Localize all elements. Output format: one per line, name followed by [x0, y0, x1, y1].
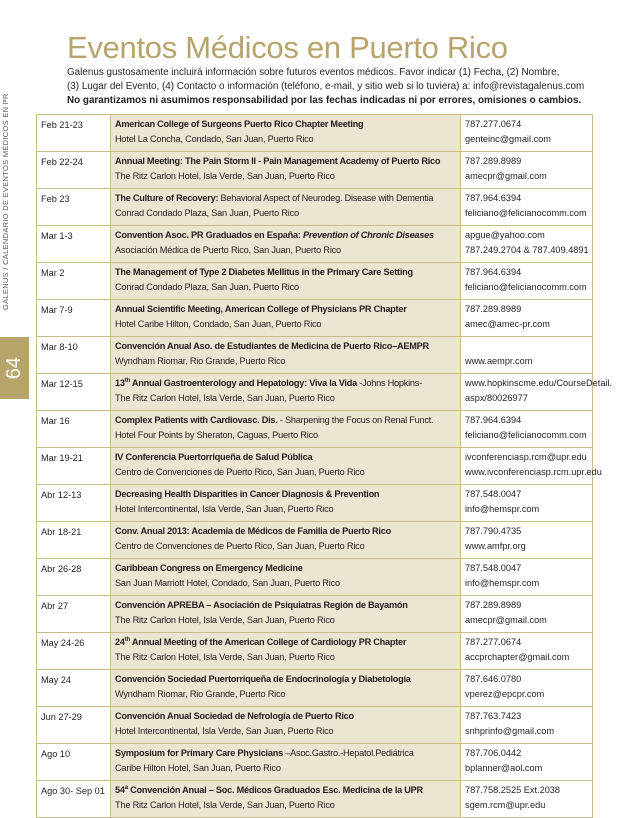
event-name-bold: The Culture of Recovery: — [115, 193, 219, 203]
event-row — [37, 337, 593, 374]
event-name-italic: Prevention of Chronic Diseases — [303, 230, 434, 240]
event-place: The Ritz Carlon Hotel, Isla Verde, San Juan, Puerto Rico — [115, 170, 335, 181]
contact-line-1: 787.277.0674 — [465, 119, 522, 129]
event-date: Mar 7-9 — [37, 300, 111, 337]
event-row — [37, 559, 593, 596]
event-place: Hotel Caribe Hilton, Condado, San Juan, Puerto Rico — [115, 318, 322, 329]
event-row — [37, 448, 593, 485]
events-table-body — [37, 115, 613, 818]
event-row — [37, 596, 593, 633]
event-name-bold: Complex Patients with Cardiovasc. Dis. — [115, 415, 278, 425]
event-name-prefix: 24 — [115, 637, 125, 647]
event-row — [37, 633, 593, 670]
event-contact — [461, 633, 593, 670]
contact-line-1: 787.289.8989 — [465, 156, 522, 166]
event-name-rest: –Asoc.Gastro.-Hepatol.Pediátrica — [282, 748, 414, 758]
contact-line-1: 787.706.0442 — [465, 748, 522, 758]
contact-line-1: 787.289.8989 — [465, 304, 522, 314]
contact-line-1: 787.790.4735 — [465, 526, 522, 536]
event-contact — [461, 337, 593, 374]
event-name: Convención Sociedad Puertorriqueña de Endocrinología y Diabetología — [115, 674, 411, 684]
event-date: Feb 21-23 — [37, 115, 111, 152]
event-name — [115, 746, 456, 761]
event-date: Mar 2 — [37, 263, 111, 300]
event-date: Mar 16 — [37, 411, 111, 448]
event-contact — [461, 226, 593, 263]
event-cell — [111, 189, 461, 226]
contact-line-2: 787.249.2704 & 787.409.4891 — [465, 244, 589, 255]
contact-line-2: feliciano@felicianocomm.com — [465, 207, 587, 218]
event-cell — [111, 744, 461, 781]
page-number-tab — [0, 337, 29, 399]
event-row — [37, 485, 593, 522]
event-cell — [111, 226, 461, 263]
event-place: Centro de Convenciones de Puerto Rico, San Juan, Puerto Rico — [115, 466, 365, 477]
event-contact — [461, 411, 593, 448]
event-date: Mar 19-21 — [37, 448, 111, 485]
event-name-rest: Behavioral Aspect of Neurodeg. Disease with Dementia — [218, 193, 434, 203]
running-head: GALENUS / CALENDARIO DE EVENTOS MÉDICOS EN PR — [1, 93, 10, 310]
event-name — [115, 783, 456, 798]
event-place: Centro de Convenciones de Puerto Rico, San Juan, Puerto Rico — [115, 540, 365, 551]
event-name — [115, 376, 456, 391]
event-place: The Ritz Carlon Hotel, Isla Verde, San Juan, Puerto Rico — [115, 799, 335, 810]
event-place: Asociación Médica de Puerto Rico, San Juan, Puerto Rico — [115, 244, 341, 255]
event-row — [37, 226, 593, 263]
event-cell — [111, 485, 461, 522]
event-name-bold: Convención Anual – Soc. Médicos Graduados Esc. Medicina de la UPR — [127, 785, 423, 795]
event-date: Mar 12-15 — [37, 374, 111, 411]
event-cell — [111, 300, 461, 337]
event-name-sup: th — [124, 377, 130, 384]
event-name-sup: a — [124, 784, 128, 791]
event-cell — [111, 633, 461, 670]
event-cell — [111, 337, 461, 374]
contact-line-1: 787.277.0674 — [465, 637, 522, 647]
event-place: Hotel Four Points by Sheraton, Caguas, Puerto Rico — [115, 429, 318, 440]
event-row — [37, 522, 593, 559]
event-name-bold: Convention Asoc. PR Graduados en España: — [115, 230, 303, 240]
contact-line-1 — [465, 339, 588, 354]
event-date: May 24 — [37, 670, 111, 707]
event-contact — [461, 115, 593, 152]
event-row — [37, 263, 593, 300]
event-name: IV Conferencia Puertorriqueña de Salud Pública — [115, 452, 313, 462]
contact-line-2: info@hemspr.com — [465, 577, 540, 588]
event-cell — [111, 448, 461, 485]
contact-line-2: feliciano@felicianocomm.com — [465, 429, 587, 440]
event-name: American College of Surgeons Puerto Rico Chapter Meeting — [115, 119, 364, 129]
contact-line-2: sgem.rcm@upr.edu — [465, 799, 546, 810]
contact-line-1: 787.548.0047 — [465, 563, 522, 573]
contact-line-1: 787.964.6394 — [465, 415, 522, 425]
contact-line-1: 787.964.6394 — [465, 193, 522, 203]
event-place: Hotel Intercontinental, Isla Verde, San Juan, Puerto Rico — [115, 503, 334, 514]
event-name-rest: - Sharpening the Focus on Renal Funct. — [277, 415, 434, 425]
event-row — [37, 411, 593, 448]
event-name-prefix: 54 — [115, 785, 125, 795]
event-place: Conrad Condado Plaza, San Juan, Puerto Rico — [115, 281, 299, 292]
event-contact — [461, 670, 593, 707]
contact-line-2: info@hemspr.com — [465, 503, 540, 514]
event-name: Convención Anual Aso. de Estudiantes de Medicina de Puerto Rico–AEMPR — [115, 341, 429, 351]
event-name: Decreasing Health Disparities in Cancer Diagnosis & Prevention — [115, 489, 380, 499]
contact-line-1: 787.548.0047 — [465, 489, 522, 499]
contact-line-1: 787.758.2525 Ext.2038 — [465, 785, 561, 795]
event-contact — [461, 522, 593, 559]
event-date: Mar 8-10 — [37, 337, 111, 374]
event-cell — [111, 152, 461, 189]
event-row — [37, 189, 593, 226]
event-contact — [461, 300, 593, 337]
event-contact — [461, 485, 593, 522]
event-contact — [461, 189, 593, 226]
contact-line-1: 787.289.8989 — [465, 600, 522, 610]
event-place: The Ritz Carlon Hotel, Isla Verde, San Juan, Puerto Rico — [115, 651, 335, 662]
contact-line-2: amecpr@gmail.com — [465, 614, 547, 625]
event-contact — [461, 374, 613, 411]
contact-line-2: amec@amec-pr.com — [465, 318, 550, 329]
contact-line-2: vperez@epcpr.com — [465, 688, 545, 699]
event-date: Ago 10 — [37, 744, 111, 781]
event-date: Abr 27 — [37, 596, 111, 633]
event-date: May 24-26 — [37, 633, 111, 670]
event-row — [37, 300, 593, 337]
header — [67, 30, 587, 108]
event-name: The Management of Type 2 Diabetes Mellitus in the Primary Care Setting — [115, 267, 413, 277]
contact-line-1: apgue@yahoo.com — [465, 230, 545, 240]
disclaimer: No garantizamos ni asumimos responsabilidad por las fechas indicadas ni por errores, omisiones o cambios. — [67, 95, 582, 106]
event-contact — [461, 263, 593, 300]
event-name — [115, 413, 456, 428]
intro-line-1: Galenus gustosamente incluirá información sobre futuros eventos médicos. Favor indicar (1) Fecha, (2) Nombre, — [67, 67, 560, 78]
event-place: Hotel La Concha, Condado, San Juan, Puerto Rico — [115, 133, 314, 144]
event-place: Caribe Hilton Hotel, San Juan, Puerto Rico — [115, 762, 281, 773]
event-name-bold: Annual Meeting of the American College of Cardiology PR Chapter — [129, 637, 407, 647]
event-row — [37, 115, 593, 152]
event-name: Convención APREBA – Asociación de Psiquiatras Región de Bayamón — [115, 600, 408, 610]
event-date: Abr 18-21 — [37, 522, 111, 559]
event-cell — [111, 596, 461, 633]
event-row — [37, 781, 593, 818]
event-name — [115, 191, 456, 206]
event-date: Abr 12-13 — [37, 485, 111, 522]
event-cell — [111, 670, 461, 707]
contact-line-1: www.hopkinscme.edu/CourseDetail. — [465, 378, 613, 388]
event-cell — [111, 263, 461, 300]
event-name-bold: Symposium for Primary Care Physicians — [115, 748, 283, 758]
event-contact — [461, 744, 593, 781]
intro-text — [67, 66, 587, 108]
contact-line-2: accprchapter@gmail.com — [465, 651, 570, 662]
event-name — [115, 228, 456, 243]
event-row — [37, 670, 593, 707]
event-date: Ago 30- Sep 01 — [37, 781, 111, 818]
event-cell — [111, 522, 461, 559]
event-cell — [111, 707, 461, 744]
event-date: Abr 26-28 — [37, 559, 111, 596]
event-place: Hotel Intercontinental, Isla Verde, San Juan, Puerto Rico — [115, 725, 334, 736]
contact-line-2: genteinc@gmail.com — [465, 133, 551, 144]
contact-line-2: bplanner@aol.com — [465, 762, 543, 773]
page-number: 64 — [3, 356, 25, 380]
contact-line-1: 787.763.7423 — [465, 711, 522, 721]
event-name-sup: th — [124, 636, 130, 643]
contact-line-2: www.ivconferenciasp.rcm.upr.edu — [465, 466, 602, 477]
contact-line-2: www.amfpr.org — [465, 540, 526, 551]
event-name: Annual Meeting: The Pain Storm II - Pain Management Academy of Puerto Rico — [115, 156, 441, 166]
event-date: Jun 27-29 — [37, 707, 111, 744]
sidebar — [0, 0, 29, 802]
contact-line-1: 787.964.6394 — [465, 267, 522, 277]
event-date: Feb 23 — [37, 189, 111, 226]
event-name — [115, 635, 456, 650]
event-place: Wyndham Riomar, Rio Grande, Puerto Rico — [115, 355, 286, 366]
event-contact — [461, 596, 593, 633]
event-row — [37, 152, 593, 189]
contact-line-2: www.aempr.com — [465, 355, 533, 366]
contact-line-2: feliciano@felicianocomm.com — [465, 281, 587, 292]
event-name-prefix: 13 — [115, 378, 125, 388]
contact-line-1: ivconferenciasp.rcm@upr.edu — [465, 452, 587, 462]
event-name-bold: Annual Gastroenterology and Hepatology: Viva la Vida — [129, 378, 357, 388]
event-cell — [111, 374, 461, 411]
event-row — [37, 374, 593, 411]
event-contact — [461, 707, 593, 744]
event-date: Mar 1-3 — [37, 226, 111, 263]
event-place: The Ritz Carlon Hotel, Isla Verde, San Juan, Puerto Rico — [115, 614, 335, 625]
event-cell — [111, 781, 461, 818]
event-contact — [461, 152, 593, 189]
event-place: Conrad Condado Plaza, San Juan, Puerto Rico — [115, 207, 299, 218]
event-row — [37, 707, 593, 744]
event-date: Feb 22-24 — [37, 152, 111, 189]
event-place: The Ritz Carlon Hotel, Isla Verde, San Juan, Puerto Rico — [115, 392, 335, 403]
intro-line-2: (3) Lugar del Evento, (4) Contacto o información (teléfono, e-mail, y sitio web si lo tuviera) a: info@revistagalenus.com — [67, 81, 585, 92]
events-table — [36, 114, 613, 818]
contact-line-2: amecpr@gmail.com — [465, 170, 547, 181]
event-place: Wyndham Riomar, Rio Grande, Puerto Rico — [115, 688, 286, 699]
event-row — [37, 744, 593, 781]
contact-line-1: 787.646.0780 — [465, 674, 522, 684]
event-cell — [111, 115, 461, 152]
event-place: San Juan Marriott Hotel, Condado, San Juan, Puerto Rico — [115, 577, 340, 588]
contact-line-2: snhprinfo@gmail.com — [465, 725, 554, 736]
event-contact — [461, 448, 602, 485]
event-name: Annual Scientific Meeting, American College of Physicians PR Chapter — [115, 304, 407, 314]
event-name: Conv. Anual 2013: Academia de Médicos de Familia de Puerto Rico — [115, 526, 391, 536]
event-name-rest: -Johns Hopkins- — [356, 378, 422, 388]
event-name: Convención Anual Sociedad de Nefrología de Puerto Rico — [115, 711, 354, 721]
event-cell — [111, 411, 461, 448]
contact-line-2: aspx/80026977 — [465, 392, 528, 403]
event-name: Caribbean Congress on Emergency Medicine — [115, 563, 303, 573]
event-cell — [111, 559, 461, 596]
event-contact — [461, 559, 593, 596]
page-title: Eventos Médicos en Puerto Rico — [67, 30, 508, 65]
event-contact — [461, 781, 593, 818]
